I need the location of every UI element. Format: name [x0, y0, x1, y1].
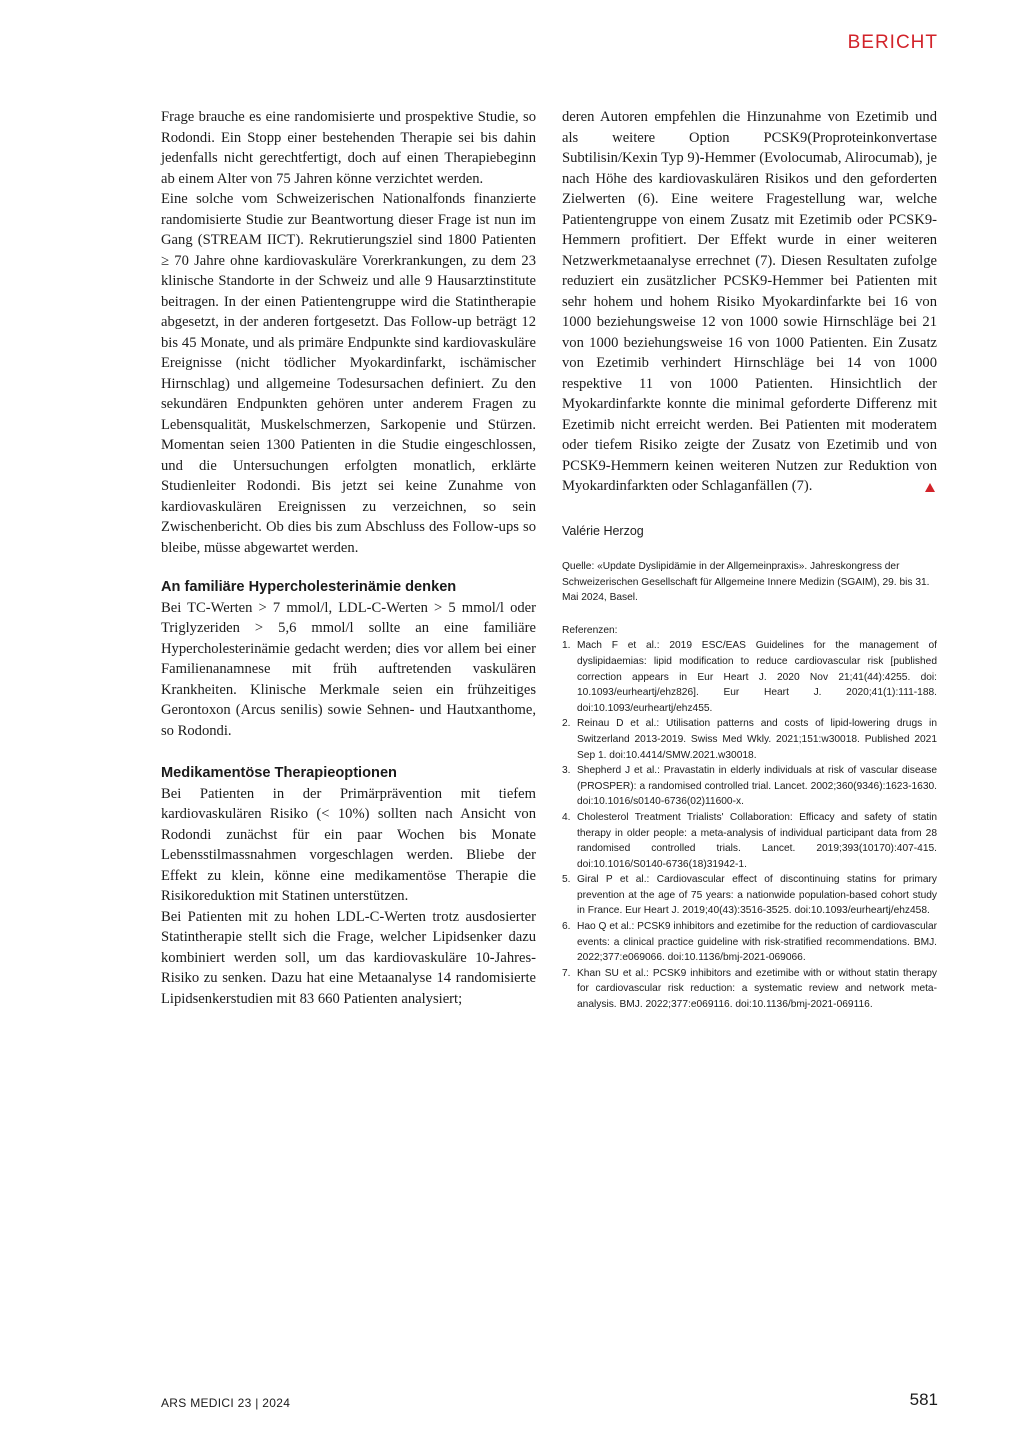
left-column: [161, 107, 536, 1009]
reference-text: Giral P et al.: Cardiovascular effect of discontinuing statins for primary prevention at the age of 75 years: a nationwide population-based cohort study in France. Eur Heart J. 2019;40(43):3516-3525. doi:10.1093/eurheartj/ehz458.: [577, 874, 937, 917]
reference-number: 6.: [562, 921, 571, 933]
reference-number: 2.: [562, 718, 571, 730]
body-paragraph: Eine solche vom Schweizerischen Nationalfonds finanzierte randomisierte Studie zur Beantwortung dieser Frage ist nun im Gang (STREAM IICT). Rekrutierungsziel sind 1800 Patienten ≥ 70 Jahre ohne kardiovaskuläre Vorerkrankungen, zu dem 23 klinische Standorte in der Schweiz und alle 9 Hausarztinstitute beitragen. In der einen Patientengruppe wird die Statintherapie abgesetzt, in der anderen fortgesetzt. Das Follow-up beträgt 12 bis 45 Monate, und als primäre Endpunkte sind kardiovaskuläre Ereignisse (nicht tödlicher Myokardinfarkt, ischämischer Hirnschlag) und allgemeine Todesursachen definiert. Zu den sekundären Endpunkten gehören unter anderem Fragen zu Lebensqualität, Muskelschmerzen, Sarkopenie und Stürzen. Momentan seien 1300 Patienten in die Studie eingeschlossen, und die Untersuchungen erfolgten monatlich, erklärte Studienleiter Rodondi. Bis jetzt sei keine Zunahme von kardiovaskulären Ereignissen zu verzeichnen, so sein Zwischenbericht. Ob dies bis zum Abschluss des Follow-ups so bleibe, müsse abgewartet werden.: [161, 191, 536, 556]
reference-number: 5.: [562, 874, 571, 886]
body-paragraph: Frage brauche es eine randomisierte und prospektive Studie, so Rodondi. Ein Stopp einer bestehenden Therapie sei bis dahin jedenfalls nicht gerechtfertigt, doch auf einen Therapiebeginn ab einem Alter von 75 Jahren könne verzichtet werden.: [161, 109, 536, 187]
section-tag: BERICHT: [847, 32, 938, 53]
reference-text: Khan SU et al.: PCSK9 inhibitors and ezetimibe with or without statin therapy for cardiovascular risk reduction: a systematic review and network meta-analysis. BMJ. 2022;377:e069116. doi:10.1136/bmj-2021-069116.: [577, 967, 937, 1011]
reference-item: [562, 919, 937, 966]
body-paragraph: Bei Patienten in der Primärprävention mit tiefem kardiovaskulären Risiko (< 10%) sollten nach Ansicht von Rodondi zunächst für ein paar Wochen bis Monate Lebensstilmassnahmen vorgeschlagen werden. Bliebe der Effekt zu klein, könne eine medikamentöse Therapie die Risikoreduktion mit Statinen unterstützen.: [161, 785, 536, 904]
references-list: [562, 638, 937, 1012]
reference-number: 1.: [562, 640, 571, 652]
reference-item: [562, 763, 937, 810]
reference-text: Mach F et al.: 2019 ESC/EAS Guidelines for the management of dyslipidaemias: lipid modification to reduce cardiovascular risk [published correction appears in Eur Heart J. 2020 Nov 21;41(44):4255. doi: 10.1093/eurheartj/ehz826]. Eur Heart J. 2020;41(1):111-188. doi:10.1093/eurheartj/ehz455.: [577, 640, 937, 714]
reference-number: 7.: [562, 967, 571, 979]
reference-number: 3.: [562, 765, 571, 777]
reference-text: Cholesterol Treatment Trialists' Collaboration: Efficacy and safety of statin therapy in older people: a meta-analysis of individual participant data from 28 randomised controlled trials. Lancet. 2019;393(10170):407-415. doi:10.1016/S0140-6736(18)31942-1.: [577, 811, 937, 870]
reference-item: [562, 872, 937, 919]
body-paragraph: deren Autoren empfehlen die Hinzunahme von Ezetimib und als weitere Option PCSK9(Proproteinkonvertase Subtilisin/Kexin Typ 9)-Hemmer (Evolocumab, Alirocumab), je nach Höhe des kardiovaskulären Risikos und den geforderten Zielwerten (6). Eine weitere Fragestellung war, welche Patientengruppe von einem Zusatz mit Ezetimib oder PCSK9-Hemmern profitiert. Der Effekt wurde in einer weiteren Netzwerkmetaanalyse errechnet (7). Diesen Resultaten zufolge reduziert ein zusätzlicher PCSK9-Hemmer bei Patienten mit sehr hohem und hohem Risiko Myokardinfarkte bei 16 von 1000 beziehungsweise 12 von 1000 sowie Hirnschläge bei 21 von 1000 beziehungsweise 16 von 1000 Patienten. Ein Zusatz von Ezetimib verhindert Hirnschläge bei 14 von 1000 respektive 11 von 1000 Patienten. Hinsichtlich der Myokardinfarkte konnte die minimal geforderte Differenz mit Ezetimib nicht erreicht werden. Bei Patienten mit moderatem oder tiefem Risiko zeigte der Zusatz von Ezetimib und von PCSK9-Hemmern keinen weiteren Nutzen zur Reduktion von Myokardinfarkten oder Schlaganfällen (7).: [562, 109, 937, 494]
section-heading: An familiäre Hypercholesterinämie denken: [161, 579, 457, 595]
closing-paragraph-wrapper: [562, 107, 937, 497]
references-label: Referenzen:: [562, 624, 618, 636]
source-note: Quelle: «Update Dyslipidämie in der Allgemeinpraxis». Jahreskongress der Schweizerischen Gesellschaft für Allgemeine Innere Medizin (SGAIM), 29. bis 31. Mai 2024, Basel.: [562, 561, 930, 604]
end-of-article-triangle-icon: [925, 483, 935, 492]
journal-footer: ARS MEDICI 23 | 2024: [161, 1396, 291, 1410]
reference-text: Hao Q et al.: PCSK9 inhibitors and ezetimibe for the reduction of cardiovascular events: a clinical practice guideline with risk-stratified recommendations. BMJ. 2022;377:e069066. doi:10.1136/bmj-2021-069066.: [577, 921, 937, 964]
reference-item: [562, 638, 937, 716]
right-column: [562, 107, 937, 1013]
body-paragraph: Bei Patienten mit zu hohen LDL-C-Werten trotz ausdosierter Statintherapie stellt sich die Frage, welcher Lipidsenker dazu kombiniert werden soll, um das kardiovaskuläre 10-Jahres-Risiko zu senken. Dazu hat eine Metaanalyse 14 randomisierte Lipidsenkerstudien mit 83 660 Patienten analysiert;: [161, 908, 536, 1007]
page-number: 581: [909, 1390, 938, 1409]
reference-text: Shepherd J et al.: Pravastatin in elderly individuals at risk of vascular disease (PROSPER): a randomised controlled trial. Lancet. 2002;360(9346):1623-1630. doi:10.1016/s0140-6736(02)11600-x.: [577, 765, 937, 808]
reference-item: [562, 716, 937, 763]
body-paragraph: Bei TC-Werten > 7 mmol/l, LDL-C-Werten > 5 mmol/l oder Triglyzeriden > 5,6 mmol/l sollte an eine familiäre Hypercholesterinämie gedacht werden; dies vor allem bei einer Familienanamnese mit früh auftretenden vaskulären Krankheiten. Klinische Merkmale seien ein frühzeitiges Gerontoxon (Arcus senilis) sowie Sehnen- und Hautxanthome, so Rodondi.: [161, 599, 536, 739]
reference-item: [562, 966, 937, 1013]
reference-item: [562, 810, 937, 872]
reference-text: Reinau D et al.: Utilisation patterns and costs of lipid-lowering drugs in Switzerland 2013-2019. Swiss Med Wkly. 2021;151:w30018. Published 2021 Sep 1. doi:10.4414/SMW.2021.w30018.: [577, 718, 937, 761]
author-name: Valérie Herzog: [562, 523, 644, 538]
section-heading: Medikamentöse Therapieoptionen: [161, 765, 397, 781]
reference-number: 4.: [562, 811, 571, 823]
